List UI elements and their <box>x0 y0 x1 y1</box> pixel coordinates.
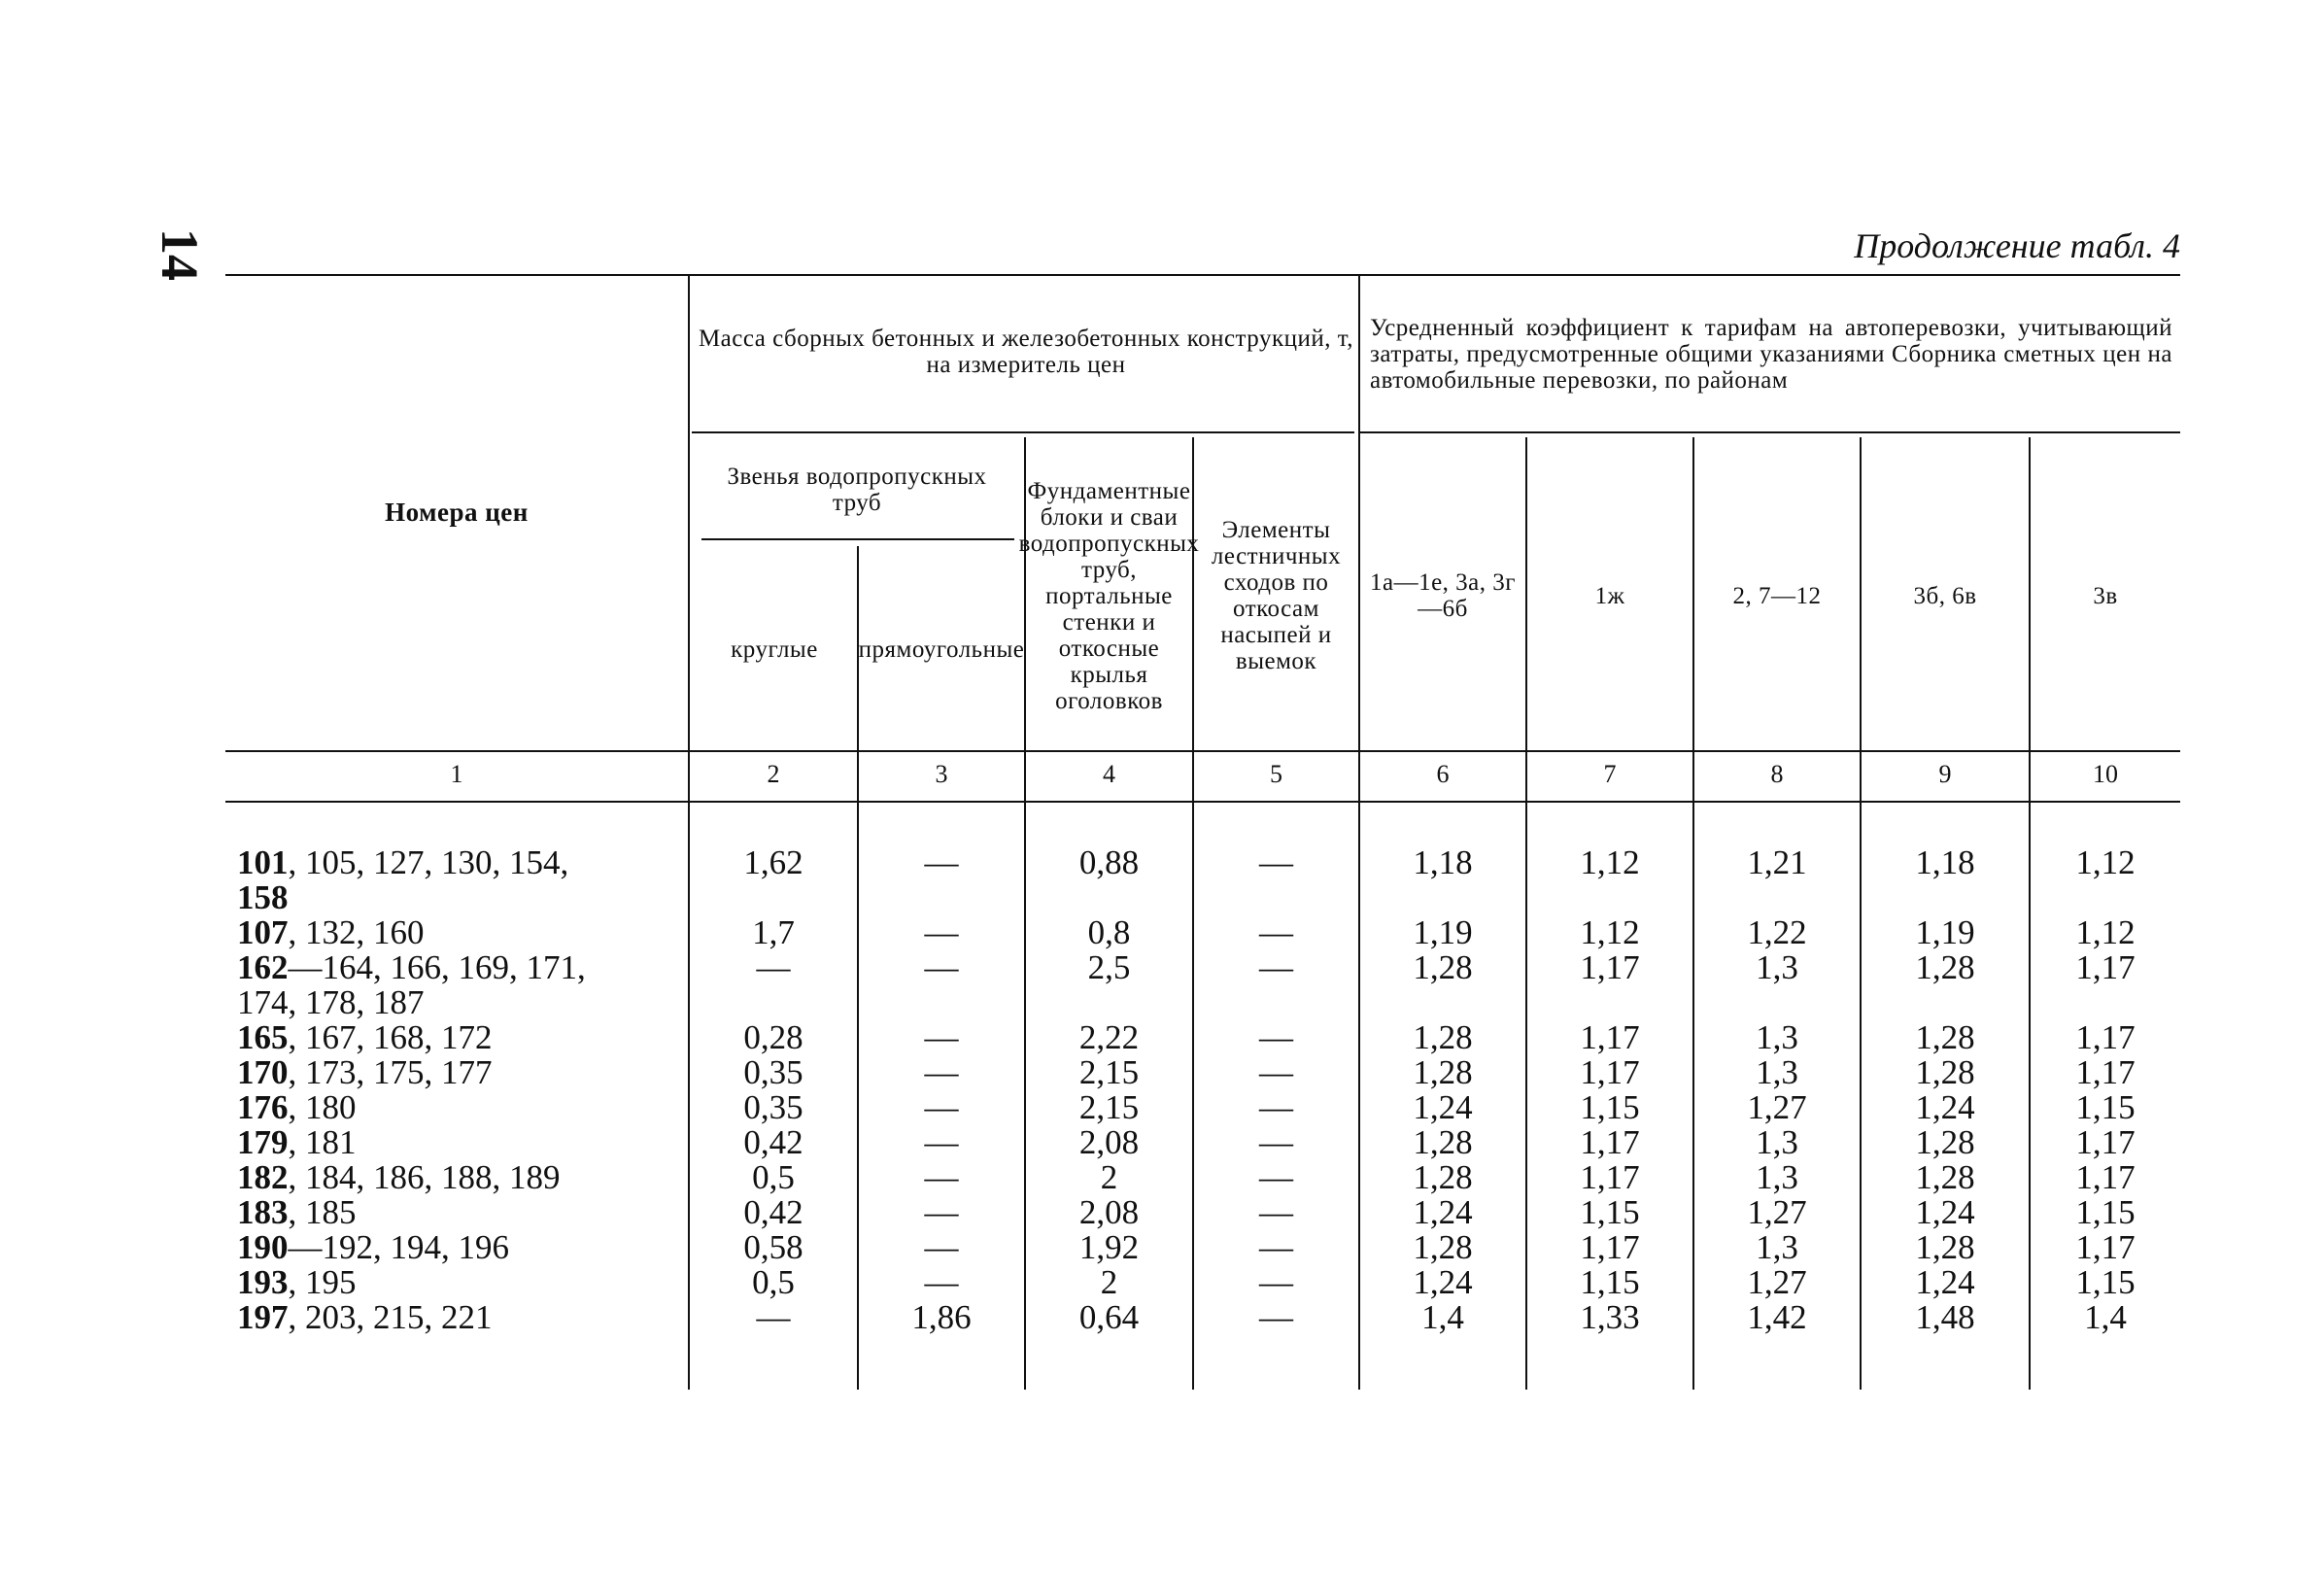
header-coef-group <box>1370 286 2172 422</box>
header-region-8-label: 2, 7—12 <box>1732 582 1822 609</box>
table-row <box>225 1230 2180 1265</box>
value-cell-col-3: — <box>924 913 959 951</box>
value-cell-col-4: 2 <box>1100 1263 1118 1301</box>
value-cell-col-5: — <box>1259 1228 1293 1266</box>
value-cell-col-9: 1,24 <box>1915 1193 1975 1231</box>
table-row <box>225 948 2180 1021</box>
value-cell-col-10: 1,15 <box>2075 1088 2136 1126</box>
table-row <box>225 1020 2180 1055</box>
price-numbers-rest: —192, 194, 196 <box>288 1228 509 1266</box>
price-numbers-cell <box>237 1230 509 1265</box>
price-numbers-cell <box>237 1090 357 1125</box>
value-cell-col-4: 2,15 <box>1078 1088 1140 1126</box>
value-cell-col-9: 1,28 <box>1915 1123 1975 1161</box>
value-cell-col-9: 1,28 <box>1915 948 1975 986</box>
header-foundation-label: Фундаментные блоки и сваи водопропускных труб, портальные стенки и откосные крылья оголовков <box>1018 477 1200 714</box>
header-region-7 <box>1527 441 1692 750</box>
value-cell-col-8: 1,27 <box>1747 1088 1807 1126</box>
value-cell-col-9: 1,48 <box>1915 1298 1975 1336</box>
price-numbers-rest: , 132, 160 <box>288 913 425 951</box>
header-rect-label: прямоугольные <box>858 636 1025 663</box>
header-stairs-label: Элементы лестничных сходов по откосам насыпей и выемок <box>1211 517 1342 674</box>
value-cell-col-7: 1,17 <box>1580 1018 1640 1056</box>
value-cell-col-9: 1,18 <box>1915 843 1975 881</box>
value-cell-col-5: — <box>1259 1018 1293 1056</box>
value-cell-col-4: 0,8 <box>1087 913 1131 951</box>
value-cell-col-2: — <box>756 948 791 986</box>
header-region-8 <box>1694 441 1860 750</box>
value-cell-col-10: 1,12 <box>2075 843 2136 881</box>
header-rect <box>859 548 1024 750</box>
value-cell-col-6: 1,24 <box>1413 1088 1473 1126</box>
value-cell-col-4: 2,08 <box>1078 1123 1140 1161</box>
header-mass-group-label: Масса сборных бетонных и железобетонных конструкций, т, на измеритель цен <box>698 326 1354 378</box>
price-number-first: 107 <box>237 913 289 951</box>
value-cell-col-7: 1,17 <box>1580 948 1640 986</box>
price-numbers-cell <box>237 1055 493 1090</box>
price-numbers-cell <box>237 950 586 985</box>
value-cell-col-2: 1,7 <box>752 913 795 951</box>
value-cell-col-6: 1,28 <box>1413 1018 1473 1056</box>
value-cell-col-7: 1,17 <box>1580 1123 1640 1161</box>
header-region-10 <box>2031 441 2180 750</box>
value-cell-col-5: — <box>1259 948 1293 986</box>
price-numbers-cell <box>237 1195 357 1230</box>
price-numbers-continuation: 158 <box>237 878 289 916</box>
price-numbers-rest: , 173, 175, 177 <box>288 1053 493 1091</box>
price-numbers-rest: , 105, 127, 130, 154, <box>288 843 569 881</box>
value-cell-col-9: 1,28 <box>1915 1158 1975 1196</box>
price-numbers-continuation: 174, 178, 187 <box>237 983 425 1021</box>
price-numbers-cell <box>237 1020 493 1055</box>
value-cell-col-3: — <box>924 1123 959 1161</box>
value-cell-col-2: 0,42 <box>743 1193 803 1231</box>
header-round <box>692 548 857 750</box>
header-pipes-group-label: Звенья водопропускных труб <box>727 464 987 516</box>
header-region-9-label: 3б, 6в <box>1913 582 1977 609</box>
price-number-first: 183 <box>237 1193 289 1231</box>
table-row <box>225 1265 2180 1300</box>
price-numbers-cell <box>237 1265 357 1300</box>
price-number-first: 162 <box>237 948 289 986</box>
value-cell-col-3: — <box>924 1018 959 1056</box>
header-region-7-label: 1ж <box>1594 582 1625 609</box>
value-cell-col-8: 1,3 <box>1756 948 1798 986</box>
price-number-first: 193 <box>237 1263 289 1301</box>
value-cell-col-5: — <box>1259 1263 1293 1301</box>
value-cell-col-3: — <box>924 1263 959 1301</box>
price-numbers-rest: , 180 <box>288 1088 357 1126</box>
value-cell-col-2: 0,35 <box>743 1088 803 1126</box>
value-cell-col-5: — <box>1259 1298 1293 1336</box>
value-cell-col-10: 1,4 <box>2084 1298 2127 1336</box>
value-cell-col-2: 1,62 <box>743 843 803 881</box>
header-region-10-label: 3в <box>2093 582 2118 609</box>
value-cell-col-7: 1,17 <box>1580 1228 1640 1266</box>
price-numbers-cell <box>237 1125 357 1160</box>
value-cell-col-3: — <box>924 1228 959 1266</box>
value-cell-col-10: 1,17 <box>2075 1053 2136 1091</box>
value-cell-col-8: 1,3 <box>1756 1228 1798 1266</box>
price-number-first: 101 <box>237 843 289 881</box>
value-cell-col-9: 1,24 <box>1915 1088 1975 1126</box>
value-cell-col-10: 1,15 <box>2075 1263 2136 1301</box>
value-cell-col-9: 1,28 <box>1915 1018 1975 1056</box>
group-rule-mass <box>692 431 1354 433</box>
value-cell-col-10: 1,17 <box>2075 1158 2136 1196</box>
table-row <box>225 1195 2180 1230</box>
group-rule-coef <box>1360 431 2180 433</box>
value-cell-col-6: 1,28 <box>1413 948 1473 986</box>
value-cell-col-8: 1,3 <box>1756 1123 1798 1161</box>
value-cell-col-10: 1,12 <box>2075 913 2136 951</box>
value-cell-col-7: 1,15 <box>1580 1263 1640 1301</box>
value-cell-col-8: 1,27 <box>1747 1263 1807 1301</box>
header-round-label: круглые <box>731 636 818 663</box>
table-row <box>225 1090 2180 1125</box>
value-cell-col-8: 1,3 <box>1756 1158 1798 1196</box>
value-cell-col-5: — <box>1259 843 1293 881</box>
value-cell-col-8: 1,21 <box>1747 843 1807 881</box>
column-number-10: 10 <box>2093 760 2118 788</box>
price-numbers-rest: , 184, 186, 188, 189 <box>288 1158 561 1196</box>
header-region-6 <box>1360 441 1525 750</box>
value-cell-col-5: — <box>1259 1053 1293 1091</box>
value-cell-col-2: 0,5 <box>752 1263 795 1301</box>
value-cell-col-4: 1,92 <box>1078 1228 1140 1266</box>
table-row <box>225 915 2180 950</box>
value-cell-col-3: — <box>924 843 959 881</box>
header-region-6-label: 1а—1е, 3а, 3г—6б <box>1369 569 1517 622</box>
price-numbers-cell <box>237 845 568 880</box>
price-number-first: 170 <box>237 1053 289 1091</box>
value-cell-col-9: 1,24 <box>1915 1263 1975 1301</box>
value-cell-col-8: 1,3 <box>1756 1053 1798 1091</box>
value-cell-col-2: 0,5 <box>752 1158 795 1196</box>
header-foundation <box>1018 441 1200 750</box>
price-numbers-rest: , 167, 168, 172 <box>288 1018 493 1056</box>
value-cell-col-4: 0,88 <box>1078 843 1140 881</box>
value-cell-col-4: 2 <box>1100 1158 1118 1196</box>
price-numbers-cell <box>237 1300 493 1335</box>
table-row <box>225 1300 2180 1335</box>
value-cell-col-7: 1,15 <box>1580 1088 1640 1126</box>
value-cell-col-2: 0,42 <box>743 1123 803 1161</box>
value-cell-col-3: 1,86 <box>911 1298 972 1336</box>
value-cell-col-5: — <box>1259 1123 1293 1161</box>
price-numbers-rest: , 195 <box>288 1263 357 1301</box>
price-number-first: 179 <box>237 1123 289 1161</box>
value-cell-col-6: 1,28 <box>1413 1158 1473 1196</box>
price-numbers-cell <box>237 915 425 950</box>
price-numbers-rest: , 181 <box>288 1123 357 1161</box>
value-cell-col-6: 1,24 <box>1413 1263 1473 1301</box>
column-number-4: 4 <box>1103 760 1115 788</box>
column-number-9: 9 <box>1938 760 1952 788</box>
value-cell-col-8: 1,3 <box>1756 1018 1798 1056</box>
page-number: 14 <box>151 228 209 281</box>
value-cell-col-4: 2,5 <box>1087 948 1131 986</box>
header-coef-group-label: Усредненный коэффициент к тарифам на автоперевозки, учитывающий затраты, предусмотренные общими указаниями Сборника сметных цен на автомобильные перевозки, по районам <box>1370 314 2172 394</box>
price-number-first: 190 <box>237 1228 289 1266</box>
column-number-8: 8 <box>1770 760 1784 788</box>
value-cell-col-6: 1,24 <box>1413 1193 1473 1231</box>
table-caption: Продолжение табл. 4 <box>1854 226 2180 265</box>
header-pipes-group <box>701 449 1012 531</box>
value-cell-col-4: 0,64 <box>1078 1298 1140 1336</box>
value-cell-col-3: — <box>924 1088 959 1126</box>
value-cell-col-2: 0,28 <box>743 1018 803 1056</box>
value-cell-col-2: 0,35 <box>743 1053 803 1091</box>
value-cell-col-4: 2,22 <box>1078 1018 1140 1056</box>
price-number-first: 176 <box>237 1088 289 1126</box>
value-cell-col-10: 1,17 <box>2075 1228 2136 1266</box>
column-number-6: 6 <box>1436 760 1450 788</box>
value-cell-col-10: 1,17 <box>2075 1018 2136 1056</box>
header-price-numbers-label: Номера цен <box>385 497 529 527</box>
price-numbers-rest: , 203, 215, 221 <box>288 1298 493 1336</box>
value-cell-col-7: 1,15 <box>1580 1193 1640 1231</box>
value-cell-col-6: 1,4 <box>1421 1298 1464 1336</box>
value-cell-col-7: 1,33 <box>1580 1298 1640 1336</box>
value-cell-col-3: — <box>924 1193 959 1231</box>
value-cell-col-10: 1,15 <box>2075 1193 2136 1231</box>
value-cell-col-6: 1,28 <box>1413 1228 1473 1266</box>
value-cell-col-9: 1,28 <box>1915 1053 1975 1091</box>
value-cell-col-3: — <box>924 1053 959 1091</box>
value-cell-col-5: — <box>1259 1193 1293 1231</box>
value-cell-col-5: — <box>1259 913 1293 951</box>
value-cell-col-2: — <box>756 1298 791 1336</box>
price-number-first: 197 <box>237 1298 289 1336</box>
value-cell-col-2: 0,58 <box>743 1228 803 1266</box>
header-bottom-rule <box>225 750 2180 752</box>
colnum-bottom-rule <box>225 801 2180 803</box>
column-number-1: 1 <box>450 760 463 788</box>
price-numbers-rest: —164, 166, 169, 171, <box>288 948 586 986</box>
value-cell-col-6: 1,28 <box>1413 1053 1473 1091</box>
value-cell-col-8: 1,42 <box>1747 1298 1807 1336</box>
value-cell-col-8: 1,22 <box>1747 913 1807 951</box>
column-number-3: 3 <box>935 760 948 788</box>
table-row <box>225 1160 2180 1195</box>
value-cell-col-6: 1,19 <box>1413 913 1473 951</box>
table-row <box>225 843 2180 916</box>
price-numbers-rest: , 185 <box>288 1193 357 1231</box>
header-price-numbers <box>225 274 688 750</box>
value-cell-col-4: 2,15 <box>1078 1053 1140 1091</box>
column-number-5: 5 <box>1270 760 1282 788</box>
value-cell-col-4: 2,08 <box>1078 1193 1140 1231</box>
price-number-first: 165 <box>237 1018 289 1056</box>
price-number-first: 182 <box>237 1158 289 1196</box>
value-cell-col-7: 1,17 <box>1580 1158 1640 1196</box>
value-cell-col-5: — <box>1259 1158 1293 1196</box>
header-stairs <box>1194 441 1358 750</box>
value-cell-col-10: 1,17 <box>2075 948 2136 986</box>
value-cell-col-8: 1,27 <box>1747 1193 1807 1231</box>
value-cell-col-6: 1,28 <box>1413 1123 1473 1161</box>
value-cell-col-5: — <box>1259 1088 1293 1126</box>
header-mass-group <box>698 293 1354 410</box>
column-number-2: 2 <box>767 760 780 788</box>
value-cell-col-3: — <box>924 1158 959 1196</box>
header-region-9 <box>1862 441 2029 750</box>
value-cell-col-6: 1,18 <box>1413 843 1473 881</box>
value-cell-col-9: 1,19 <box>1915 913 1975 951</box>
table-row <box>225 1055 2180 1090</box>
value-cell-col-3: — <box>924 948 959 986</box>
value-cell-col-7: 1,12 <box>1580 913 1640 951</box>
value-cell-col-7: 1,17 <box>1580 1053 1640 1091</box>
value-cell-col-9: 1,28 <box>1915 1228 1975 1266</box>
price-numbers-cell <box>237 1160 561 1195</box>
table-row <box>225 1125 2180 1160</box>
pipes-rule <box>701 538 1014 540</box>
column-number-7: 7 <box>1603 760 1617 788</box>
price-table <box>225 274 2180 1392</box>
value-cell-col-10: 1,17 <box>2075 1123 2136 1161</box>
value-cell-col-7: 1,12 <box>1580 843 1640 881</box>
